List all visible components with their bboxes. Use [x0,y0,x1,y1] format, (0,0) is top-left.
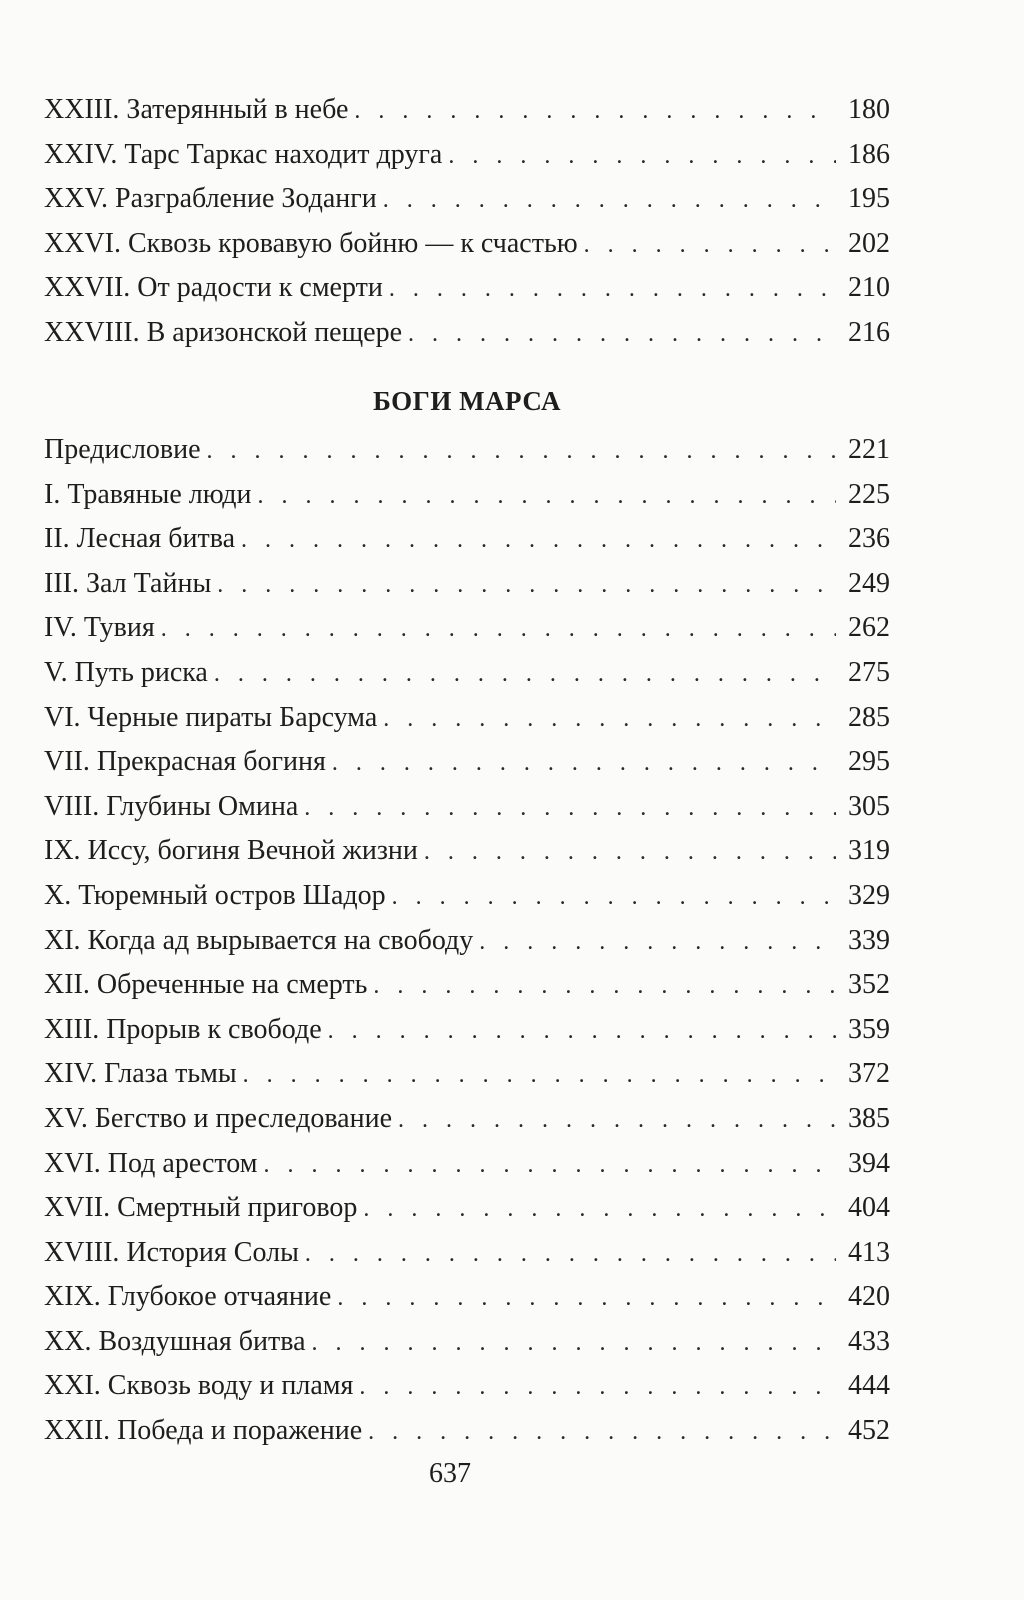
dot-leader [389,267,836,312]
toc-entry-title: XIX. Глубокое отчаяние [44,1281,332,1313]
toc-entry-page: 413 [848,1236,890,1268]
toc-entry [44,1409,890,1454]
dot-leader [383,697,836,742]
dot-leader [312,1321,836,1366]
toc-entry [44,606,890,651]
toc-entry-title: II. Лесная битва [44,523,236,555]
dot-leader [161,607,836,652]
toc-entry-title: XXVIII. В аризонской пещере [44,316,403,348]
toc-entry-title: XXIV. Тарс Таркас находит друга [44,138,443,170]
dot-leader [214,652,836,697]
dot-leader [383,178,836,223]
toc-entry-title: VII. Прекрасная богиня [44,746,326,778]
toc-entry-title: XI. Когда ад вырывается на свободу [44,924,474,956]
dot-leader [263,1143,836,1188]
toc-entry [44,919,890,964]
toc-entry [44,517,890,562]
toc-entry-page: 262 [848,612,890,644]
toc-entry-page: 352 [848,969,890,1001]
toc-entry [44,1008,890,1053]
toc-entry-title: XV. Бегство и преследование [44,1102,392,1134]
toc-entry-page: 359 [848,1013,890,1045]
toc-entry-title: XXI. Сквозь воду и пламя [44,1370,354,1402]
toc-entry-title: XX. Воздушная битва [44,1325,306,1357]
toc-entry [44,963,890,1008]
toc-entry-page: 420 [848,1281,890,1313]
dot-leader [363,1187,836,1232]
page-number: 637 [429,1458,471,1489]
toc-entry-title: XXIII. Затерянный в небе [44,94,349,125]
toc-entry-page: 225 [848,478,890,510]
toc-entry [44,88,890,133]
toc-entry [44,1052,890,1097]
toc-entry-title: IX. Иссу, богиня Вечной жизни [44,835,418,867]
toc-entry-page: 372 [848,1058,890,1090]
dot-leader [207,429,836,474]
toc-entry-title: VI. Черные пираты Барсума [44,701,378,733]
dot-leader [354,89,836,134]
toc-entry [44,473,890,518]
toc-entry-page: 236 [848,523,890,555]
toc-entry-page: 195 [848,183,890,215]
toc-entry [44,266,890,311]
toc-entry-title: XVIII. История Солы [44,1236,299,1268]
toc-entry [44,874,890,919]
toc-entry [44,829,890,874]
dot-leader [584,223,836,268]
dot-leader [217,563,836,608]
toc-entry [44,428,890,473]
dot-leader [373,964,836,1009]
toc-entry-title: XVII. Смертный приговор [44,1192,358,1224]
toc-entry-page: 221 [848,434,890,465]
toc-entry [44,177,890,222]
dot-leader [408,312,836,357]
toc-entry-title: IV. Тувия [44,612,155,644]
toc-entry [44,740,890,785]
toc-entry-title: I. Травяные люди [44,478,252,510]
dot-leader [328,1009,836,1054]
toc-entry-page: 186 [848,138,890,170]
toc-part-2 [44,378,890,1454]
toc-entry-page: 295 [848,746,890,778]
toc-entry-page: 275 [848,656,890,688]
toc-entry-title: Предисловие [44,434,201,465]
toc-entry-title: XXVI. Сквозь кровавую бойню — к счастью [44,227,578,259]
toc-entry-title: XIII. Прорыв к свободе [44,1013,322,1045]
toc-entry [44,311,890,356]
toc-entry-page: 305 [848,790,890,822]
toc-entry-page: 202 [848,227,890,259]
toc-entry-title: XIV. Глаза тьмы [44,1058,237,1090]
toc-entry-title: XXV. Разграбление Зоданги [44,183,377,215]
dot-leader [448,134,836,179]
toc-entry-page: 339 [848,924,890,956]
toc-entry [44,1142,890,1187]
toc-entry-title: X. Тюремный остров Шадор [44,879,386,911]
toc-entry-title: XXVII. От радости к смерти [44,272,383,304]
dot-leader [337,1276,836,1321]
toc-entry-page: 210 [848,272,890,304]
toc-entry-title: V. Путь риска [44,656,208,688]
toc-entry-title: XII. Обреченные на смерть [44,969,368,1001]
toc-entry [44,1320,890,1365]
toc-entry [44,696,890,741]
dot-leader [479,920,836,965]
toc-entry-page: 433 [848,1325,890,1357]
toc-entry [44,1231,890,1276]
toc-entry-page: 394 [848,1147,890,1179]
toc-entry-page: 452 [848,1415,890,1447]
toc-entry-title: XVI. Под арестом [44,1147,258,1179]
dot-leader [368,1410,836,1455]
toc-entry [44,1097,890,1142]
dot-leader [304,786,836,831]
dot-leader [392,875,836,920]
toc-entry [44,133,890,178]
toc-entry-title: VIII. Глубины Омина [44,790,299,822]
toc-entry-title: III. Зал Тайны [44,567,212,599]
toc-entry-page: 404 [848,1192,890,1224]
toc-entry-page: 249 [848,567,890,599]
toc-entry [44,785,890,830]
toc-entry-title: XXII. Победа и поражение [44,1415,363,1447]
toc-entry-page: 180 [848,94,890,125]
toc-entry-page: 329 [848,879,890,911]
dot-leader [305,1232,836,1277]
toc-entry-page: 285 [848,701,890,733]
toc-entry [44,562,890,607]
dot-leader [424,830,836,875]
dot-leader [257,474,836,519]
toc-entry [44,651,890,696]
dot-leader [241,518,836,563]
dot-leader [332,741,836,786]
toc-entry [44,1275,890,1320]
toc-part-1 [44,88,890,356]
toc-entry [44,1364,890,1409]
toc-entry [44,222,890,267]
section-title: БОГИ МАРСА [372,386,562,416]
toc-entry-page: 385 [848,1102,890,1134]
toc-entry-page: 216 [848,316,890,348]
dot-leader [243,1053,836,1098]
toc-entry-page: 444 [848,1370,890,1402]
dot-leader [398,1098,836,1143]
toc-entry [44,1186,890,1231]
toc-entry-page: 319 [848,835,890,867]
dot-leader [359,1365,836,1410]
